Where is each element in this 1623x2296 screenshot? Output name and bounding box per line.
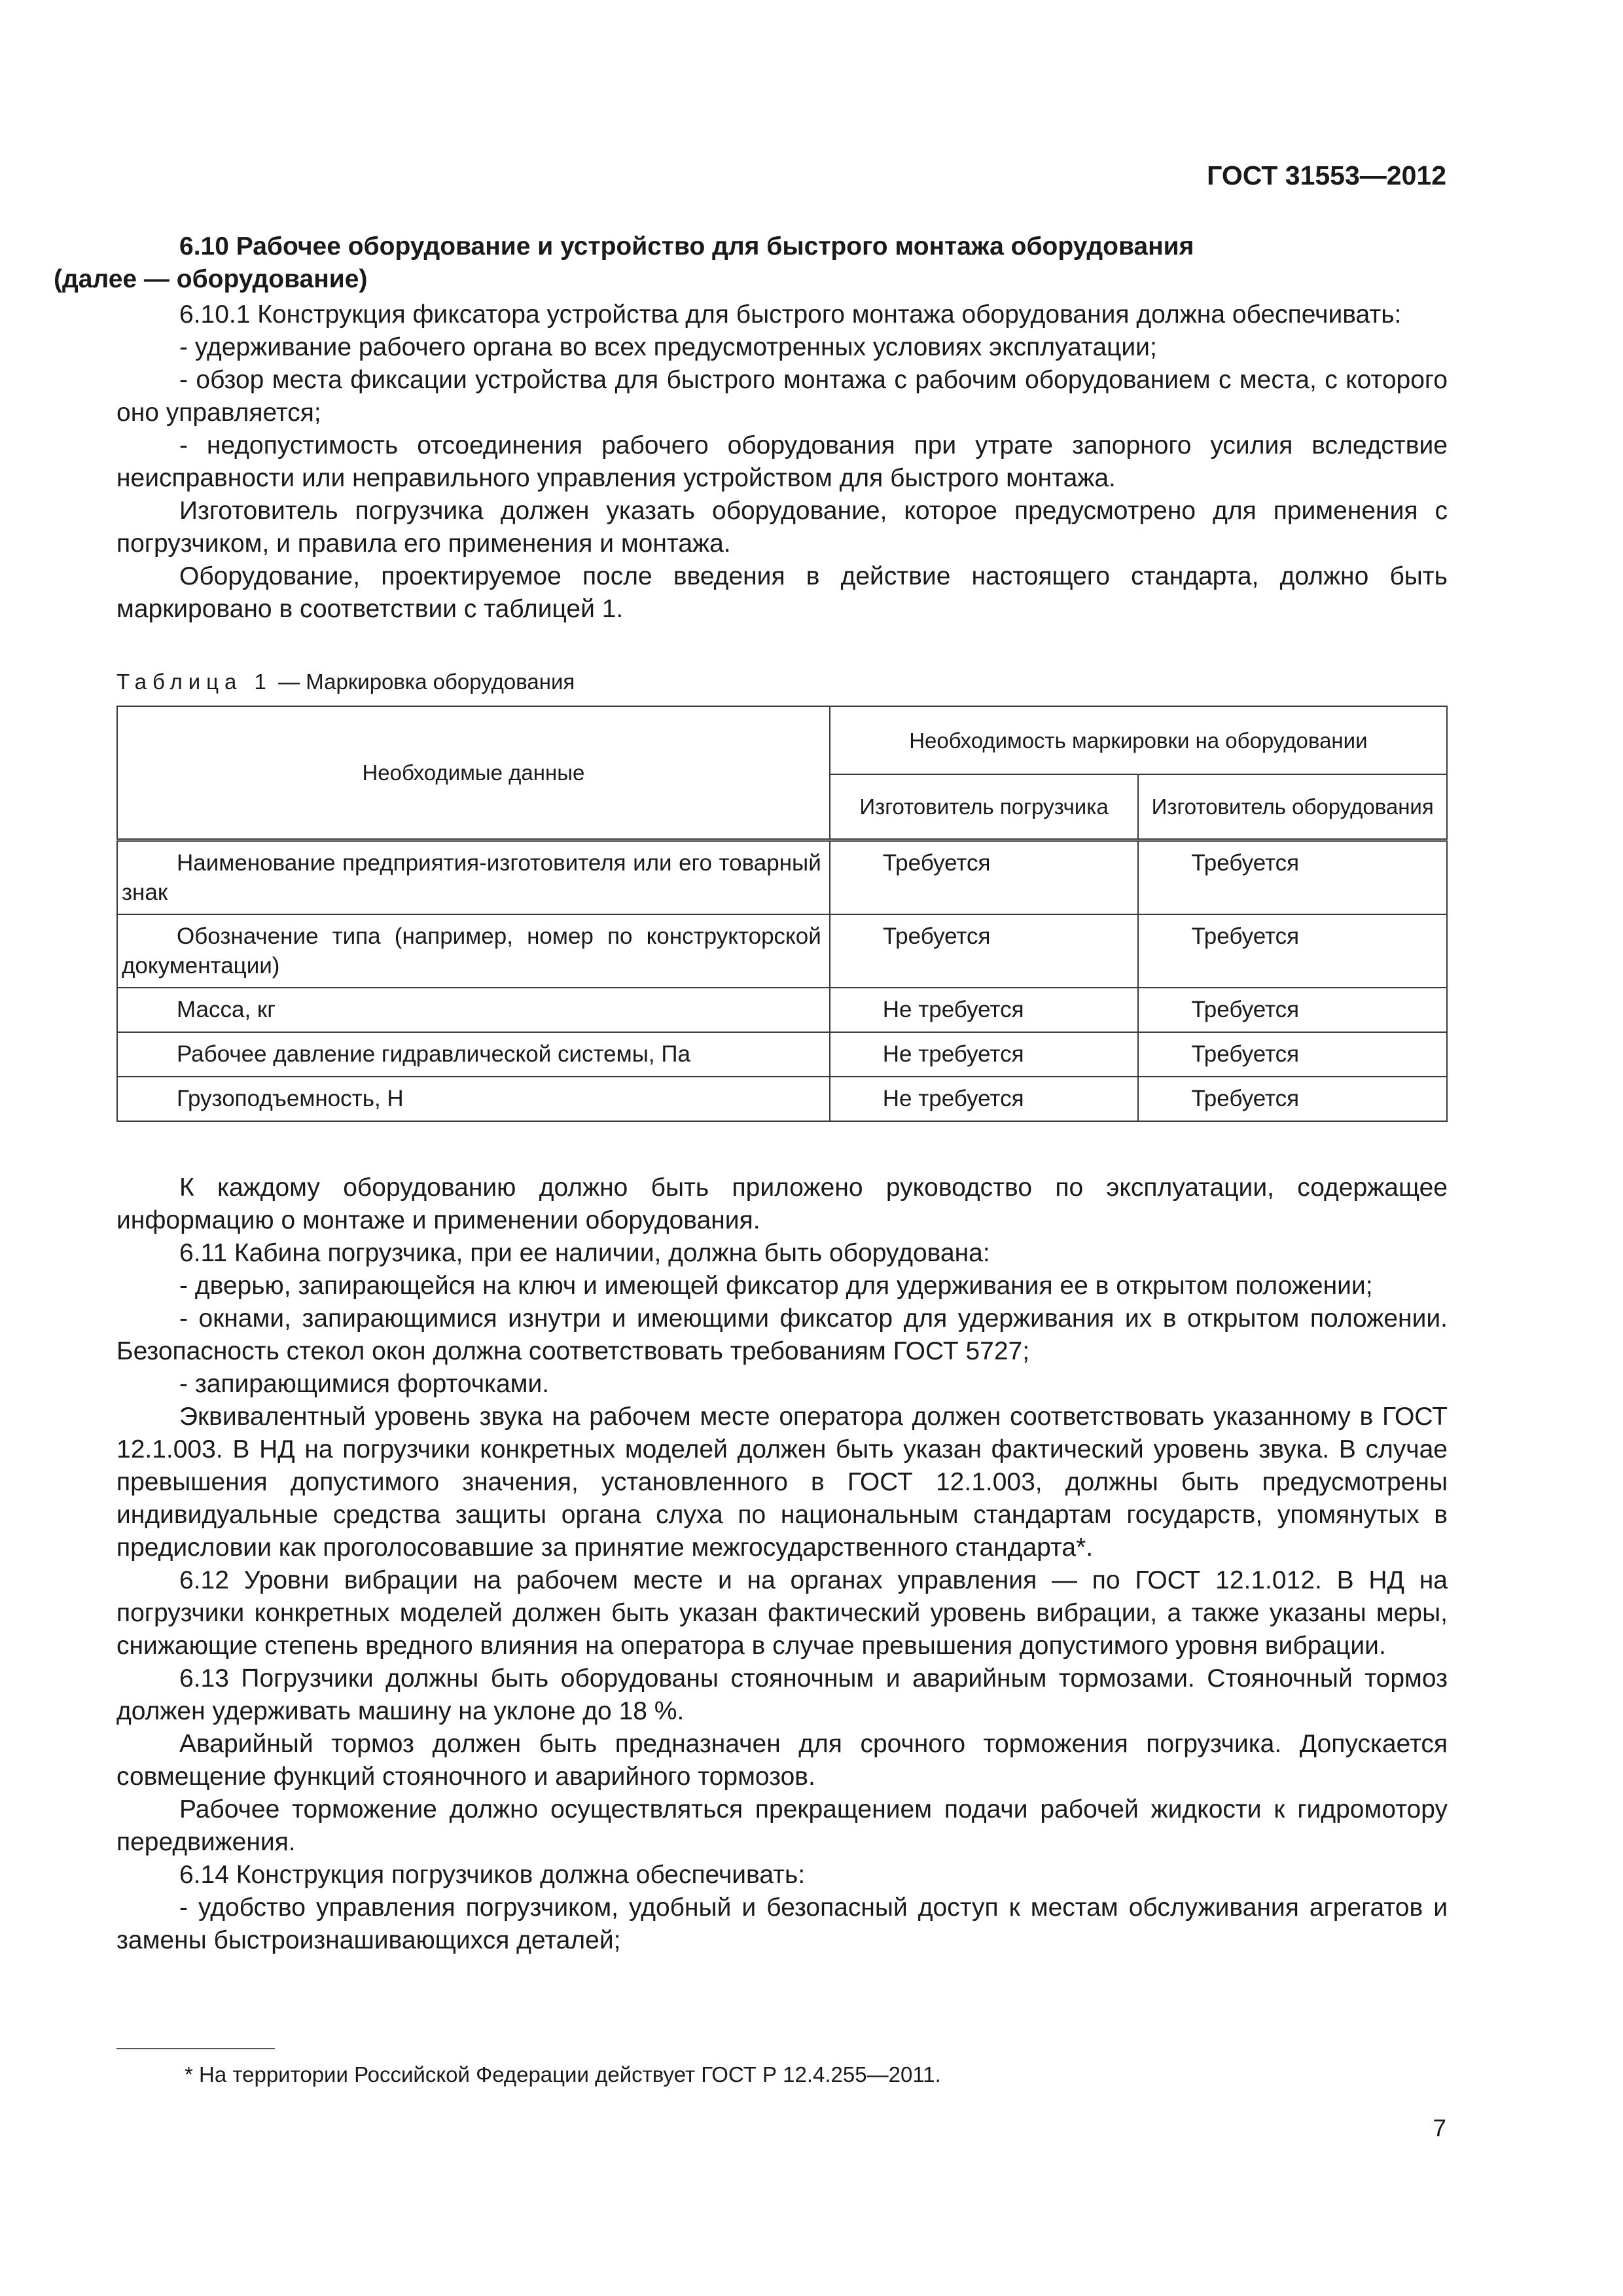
table-row [117, 914, 1447, 988]
table-caption-text: — Маркировка оборудования [272, 670, 575, 694]
row-name: Масса, кг [117, 988, 830, 1032]
row-name: Рабочее давление гидравлической системы, Па [117, 1032, 830, 1077]
header-equipment-maker: Изготовитель оборудования [1138, 774, 1447, 840]
footnote-divider [116, 2048, 275, 2049]
paragraph: 6.14 Конструкция погрузчиков должна обеспечивать: [179, 1861, 806, 1889]
row-equipment: Требуется [1138, 1077, 1447, 1121]
paragraph: Аварийный тормоз должен быть предназначен для срочного торможения погрузчика. Допускается совмещение функций стояночного и аварийного тормозов. [116, 1730, 1448, 1791]
header-loader-maker: Изготовитель погрузчика [830, 774, 1139, 840]
row-loader: Требуется [830, 840, 1139, 915]
section-heading [54, 230, 1448, 296]
list-item: - удерживание рабочего органа во всех предусмотренных условиях эксплуатации; [179, 333, 1157, 361]
list-item: - окнами, запирающимися изнутри и имеющими фиксатор для удерживания их в открытом положении. Безопасность стекол окон должна соответствовать требованиям ГОСТ 5727; [116, 1304, 1448, 1365]
paragraph: Изготовитель погрузчика должен указать оборудование, которое предусмотрено для применения с погрузчиком, и правила его применения и монтажа. [116, 497, 1448, 558]
paragraph: Рабочее торможение должно осуществляться прекращением подачи рабочей жидкости к гидромотору передвижения. [116, 1795, 1448, 1856]
table-row [117, 1032, 1447, 1077]
table-caption [116, 668, 1448, 696]
paragraph: К каждому оборудованию должно быть приложено руководство по эксплуатации, содержащее информацию о монтаже и применении оборудования. [116, 1174, 1448, 1234]
paragraph: 6.11 Кабина погрузчика, при ее наличии, должна быть оборудована: [179, 1239, 990, 1267]
paragraph: 6.12 Уровни вибрации на рабочем месте и на органах управления — по ГОСТ 12.1.012. В НД на погрузчики конкретных моделей должен быть указан фактический уровень вибрации, а также указаны меры, снижающие степень вредного влияния на оператора в случае превышения допустимого уровня вибрации. [116, 1566, 1448, 1660]
paragraph: Эквивалентный уровень звука на рабочем месте оператора должен соответствовать указанному в ГОСТ 12.1.003. В НД на погрузчики конкретных моделей должен быть указан фактический уровень звука. В случае превышения допустимого значения, установленного в ГОСТ 12.1.003, должны быть предусмотрены индивидуальные средства защиты органа слуха по национальным стандартам государств, упомянутых в предисловии как проголосовавшие за принятие межгосударственного стандарта*. [116, 1403, 1448, 1562]
list-item: - запирающимися форточками. [179, 1370, 550, 1398]
list-item: - обзор места фиксации устройства для быстрого монтажа с рабочим оборудованием с места, с которого оно управляется; [116, 366, 1448, 427]
row-name: Обозначение типа (например, номер по конструкторской документации) [117, 914, 830, 988]
row-name: Наименование предприятия-изготовителя или его товарный знак [117, 840, 830, 915]
row-loader: Требуется [830, 914, 1139, 988]
row-equipment: Требуется [1138, 988, 1447, 1032]
paragraph: 6.10.1 Конструкция фиксатора устройства для быстрого монтажа оборудования должна обеспечивать: [179, 300, 1402, 329]
list-item: - дверью, запирающейся на ключ и имеющей фиксатор для удерживания ее в открытом положении; [179, 1272, 1373, 1300]
list-item: - недопустимость отсоединения рабочего оборудования при утрате запорного усилия вследствие неисправности или неправильного управления устройством для быстрого монтажа. [116, 431, 1448, 492]
paragraph: 6.13 Погрузчики должны быть оборудованы стояночным и аварийным тормозами. Стояночный тормоз должен удерживать машину на уклоне до 18 %. [116, 1664, 1448, 1725]
document-code: ГОСТ 31553—2012 [1207, 160, 1446, 190]
table-row [117, 1077, 1447, 1121]
marking-table [116, 706, 1448, 1122]
list-item: - удобство управления погрузчиком, удобный и безопасный доступ к местам обслуживания агрегатов и замены быстроизнашивающихся деталей; [116, 1893, 1448, 1954]
table-row [117, 988, 1447, 1032]
paragraph: Оборудование, проектируемое после введения в действие настоящего стандарта, должно быть маркировано в соответствии с таблицей 1. [116, 562, 1448, 623]
header-marking-need: Необходимость маркировки на оборудовании [830, 706, 1447, 774]
page-content [54, 230, 1448, 1957]
row-name: Грузоподъемность, Н [117, 1077, 830, 1121]
table-row [117, 840, 1447, 915]
row-loader: Не требуется [830, 1032, 1139, 1077]
row-equipment: Требуется [1138, 840, 1447, 915]
row-loader: Не требуется [830, 1077, 1139, 1121]
section-heading-line1: 6.10 Рабочее оборудование и устройство для быстрого монтажа оборудования [179, 232, 1194, 260]
row-equipment: Требуется [1138, 1032, 1447, 1077]
row-equipment: Требуется [1138, 914, 1447, 988]
header-required-data: Необходимые данные [117, 706, 830, 840]
footnote: * На территории Российской Федерации действует ГОСТ Р 12.4.255—2011. [185, 2062, 941, 2087]
section-heading-line2: (далее — оборудование) [54, 265, 368, 293]
page-number: 7 [1433, 2115, 1446, 2142]
row-loader: Не требуется [830, 988, 1139, 1032]
table-caption-label: Таблица 1 [116, 670, 272, 694]
